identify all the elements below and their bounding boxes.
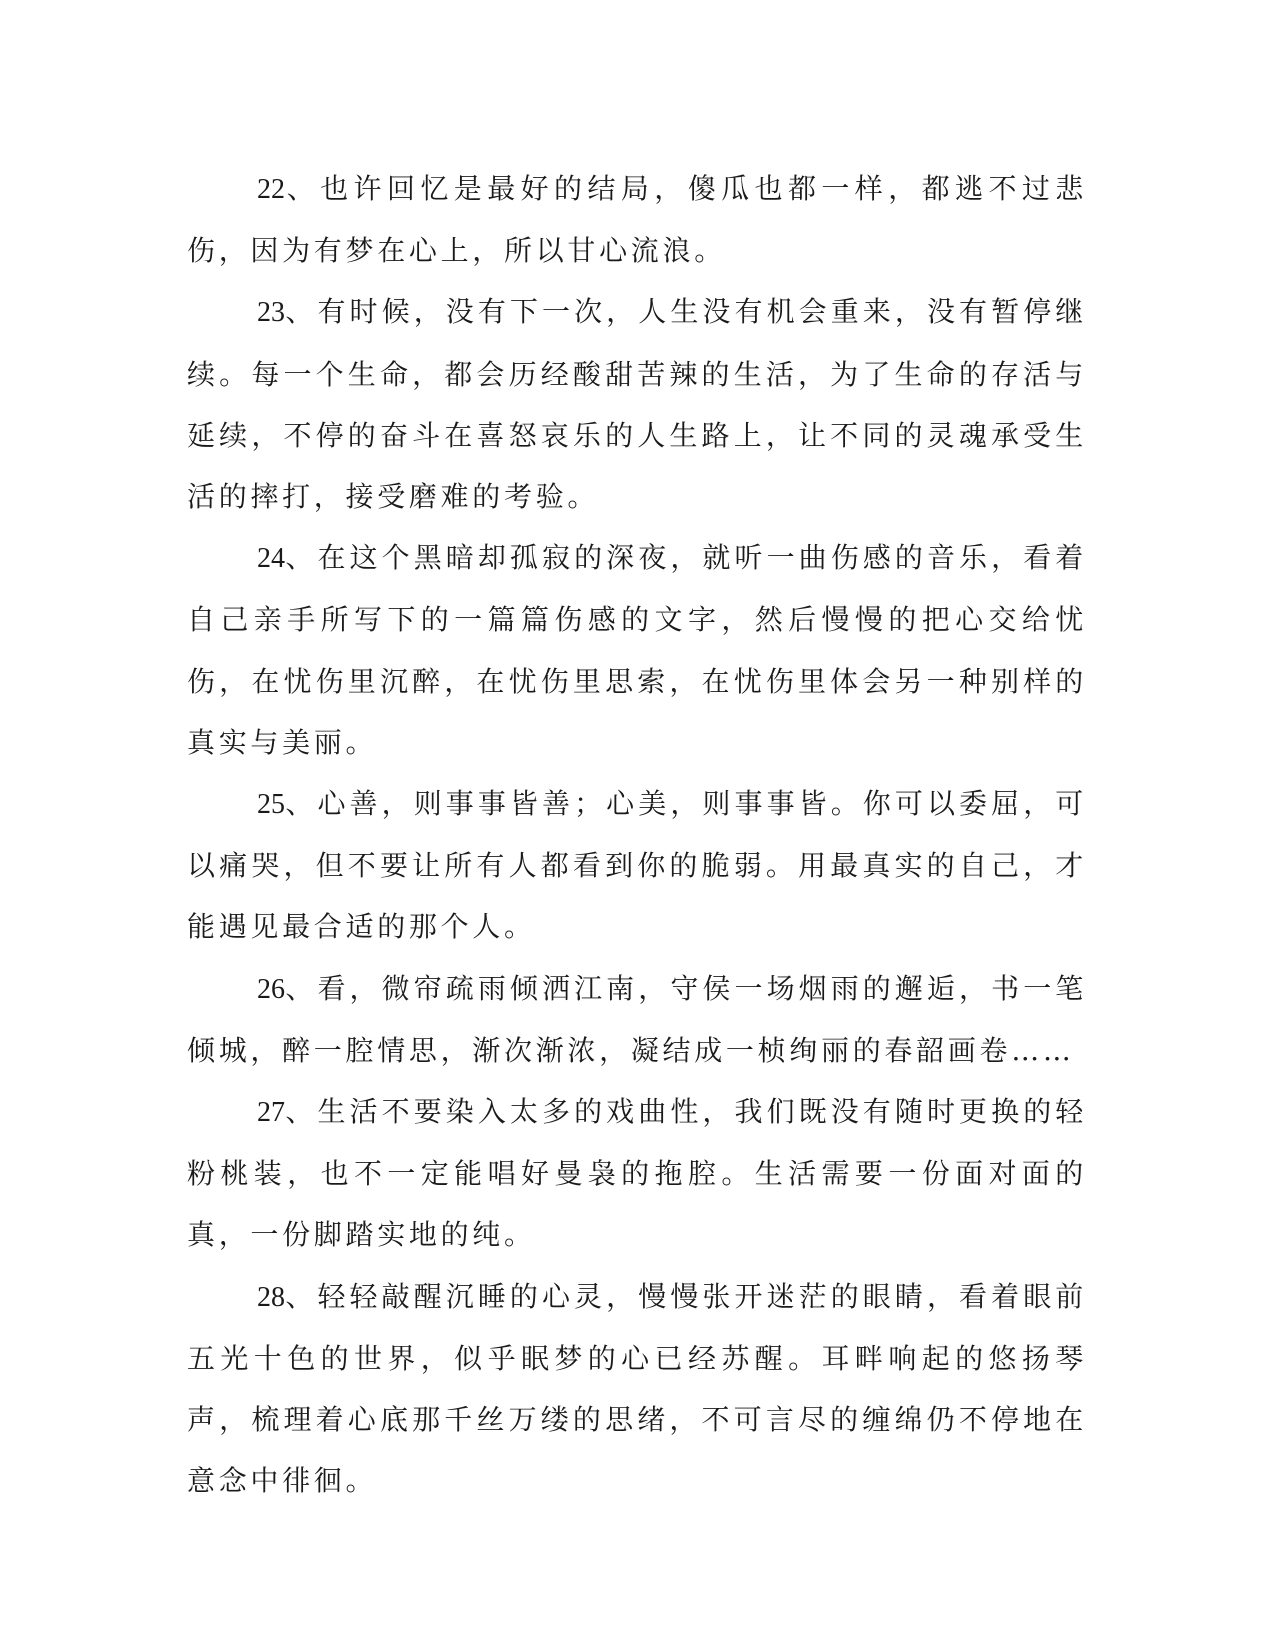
paragraph-28 [187,1266,1087,1512]
paragraph-text: 、也许回忆是最好的结局，傻瓜也都一样，都逃不过悲伤，因为有梦在心上，所以甘心流浪。 [187,172,1087,268]
paragraph-23 [187,281,1087,527]
paragraph-22 [187,158,1087,281]
paragraph-number: 26 [257,973,285,1005]
paragraph-number: 24 [257,543,285,575]
paragraph-text: 、心善，则事事皆善；心美，则事事皆。你可以委屈，可以痛哭，但不要让所有人都看到你的脆弱。用最真实的自己，才能遇见最合适的那个人。 [187,787,1087,944]
paragraph-text: 、轻轻敲醒沉睡的心灵，慢慢张开迷茫的眼睛，看着眼前五光十色的世界，似乎眠梦的心已经苏醒。耳畔响起的悠扬琴声，梳理着心底那千丝万缕的思绪，不可言尽的缠绵仍不停地在意念中徘徊。 [187,1279,1087,1498]
paragraph-number: 28 [257,1281,285,1313]
document-body [187,158,1087,1511]
paragraph-text: 、生活不要染入太多的戏曲性，我们既没有随时更换的轻粉桃装，也不一定能唱好曼袅的拖腔。生活需要一份面对面的真，一份脚踏实地的纯。 [187,1095,1087,1252]
paragraph-number: 23 [257,297,285,329]
paragraph-number: 22 [257,174,285,205]
paragraph-number: 27 [257,1097,285,1129]
paragraph-text: 、在这个黑暗却孤寂的深夜，就听一曲伤感的音乐，看着自己亲手所写下的一篇篇伤感的文字，然后慢慢的把心交给忧伤，在忧伤里沉醉，在忧伤里思索，在忧伤里体会另一种别样的真实与美丽。 [187,541,1087,759]
paragraph-25 [187,773,1087,958]
paragraph-text: 、有时候，没有下一次，人生没有机会重来，没有暂停继续。每一个生命，都会历经酸甜苦辣的生活，为了生命的存活与延续，不停的奋斗在喜怒哀乐的人生路上，让不同的灵魂承受生活的摔打，接受磨难的考验。 [187,295,1087,514]
paragraph-number: 25 [257,789,285,821]
paragraph-text: 、看，微帘疏雨倾洒江南，守侯一场烟雨的邂逅，书一笔倾城，醉一腔情思，渐次渐浓，凝结成一桢绚丽的春韶画卷…… [187,971,1087,1067]
paragraph-27 [187,1081,1087,1266]
paragraph-26 [187,958,1087,1081]
paragraph-24 [187,527,1087,773]
